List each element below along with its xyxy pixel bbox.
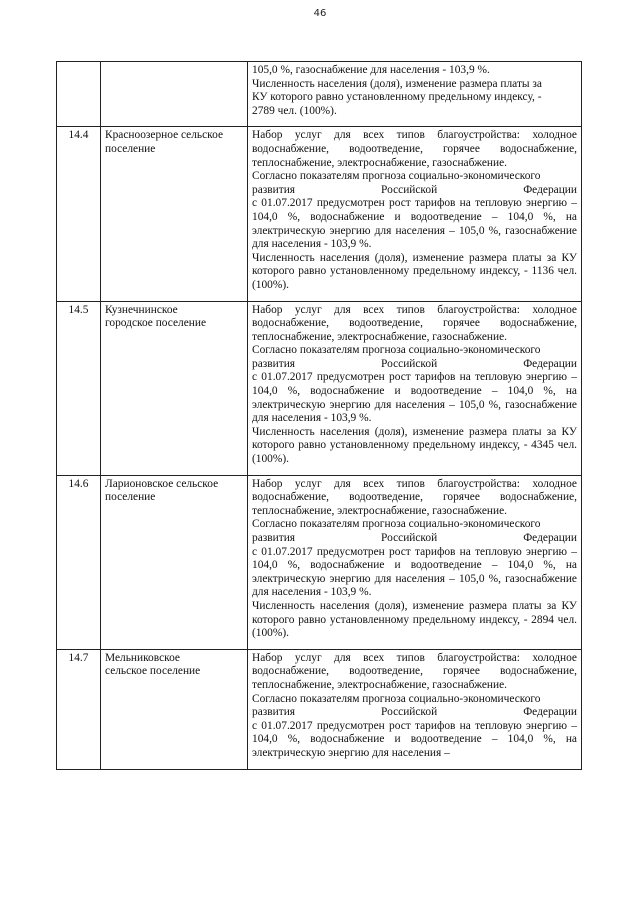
forecast-dev-line — [252, 184, 577, 198]
continuation-line: 2789 чел. (100%). — [252, 104, 337, 117]
row-number-cell — [57, 62, 101, 127]
dev-word: Федерации — [523, 183, 577, 196]
settlement-name — [101, 475, 248, 649]
description-cell — [248, 62, 582, 127]
table-row — [57, 301, 582, 475]
settlement-name — [101, 301, 248, 475]
forecast-dev-line — [252, 706, 577, 720]
settlement-name-line: сельское поселение — [105, 665, 201, 678]
population-text: Численность населения (доля), изменение размера платы за КУ которого равно установленному предельному индексу, - 1136 чел. (100%). — [252, 251, 577, 291]
settlement-name-line: Мельниковское — [105, 651, 180, 664]
services-text: Набор услуг для всех типов благоустройства: холодное водоснабжение, водоотведение, горячее водоснабжение, теплоснабжение, электроснабжение, газоснабжение. — [252, 129, 577, 169]
row-number: 14.7 — [57, 649, 101, 769]
table-row — [57, 127, 582, 301]
forecast-intro: Согласно показателям прогноза социально-экономического — [252, 692, 541, 705]
services-text: Набор услуг для всех типов благоустройства: холодное водоснабжение, водоотведение, горячее водоснабжение, теплоснабжение, электроснабжение, газоснабжение. — [252, 651, 577, 691]
population-text: Численность населения (доля), изменение размера платы за КУ которого равно установленному предельному индексу, - 4345 чел. (100%). — [252, 425, 577, 466]
forecast-dev-line — [252, 532, 577, 546]
population-text: Численность населения (доля), изменение размера платы за КУ которого равно установленному предельному индексу, - 2894 чел. (100%). — [252, 599, 577, 640]
services-text: Набор услуг для всех типов благоустройства: холодное водоснабжение, водоотведение, горячее водоснабжение, теплоснабжение, электроснабжение, газоснабжение. — [252, 477, 577, 517]
settlement-name-line: Кузнечнинское — [105, 303, 178, 316]
description — [248, 475, 582, 649]
continuation-line: 105,0 %, газоснабжение для населения - 103,9 %. — [252, 64, 490, 76]
row-number: 14.6 — [57, 475, 101, 649]
settlement-name-line: поселение — [105, 142, 156, 155]
table-row — [57, 649, 582, 769]
dev-word: развития — [252, 357, 296, 370]
dev-word: Российской — [381, 706, 438, 719]
settlement-name — [101, 649, 248, 769]
forecast-dev-line — [252, 358, 577, 372]
table-row — [57, 475, 582, 649]
dev-word: Федерации — [523, 532, 577, 544]
continuation-line: КУ которого равно установленному предельному индексу, - — [252, 91, 542, 104]
dev-word: Российской — [381, 532, 438, 544]
tariffs-text: с 01.07.2017 предусмотрен рост тарифов на тепловую энергию – 104,0 %, водоснабжение и водоотведение – 104,0 %, на электрическую энергию для населения – 105,0 %, газоснабжение для населения - 103,9 %. — [252, 545, 577, 599]
services-text: Набор услуг для всех типов благоустройства: холодное водоснабжение, водоотведение, горячее водоснабжение, теплоснабжение, электроснабжение, газоснабжение. — [252, 303, 577, 343]
description — [248, 649, 582, 769]
description — [248, 301, 582, 475]
tariffs-text: с 01.07.2017 предусмотрен рост тарифов на тепловую энергию – 104,0 %, водоснабжение и водоотведение – 104,0 %, на электрическую энергию для населения – 105,0 %, газоснабжение для населения - 103,9 %. — [252, 371, 577, 425]
settlement-name-line: Ларионовское сельское — [105, 477, 219, 490]
description — [248, 127, 582, 301]
forecast-intro: Согласно показателям прогноза социально-экономического — [252, 344, 541, 357]
settlement-name-line: городское поселение — [105, 317, 207, 330]
tariffs-text: с 01.07.2017 предусмотрен рост тарифов на тепловую энергию – 104,0 %, водоснабжение и водоотведение – 104,0 %, на электрическую энергию для населения – — [252, 719, 577, 759]
dev-word: Российской — [381, 183, 438, 196]
tariffs-text: с 01.07.2017 предусмотрен рост тарифов на тепловую энергию – 104,0 %, водоснабжение и водоотведение – 104,0 %, на электрическую энергию для населения – 105,0 %, газоснабжение для населения - 103,9 %. — [252, 197, 577, 251]
settlement-name-cell — [101, 62, 248, 127]
dev-word: развития — [252, 532, 296, 544]
table-row-continuation — [57, 62, 582, 127]
settlement-name-line: поселение — [105, 491, 156, 504]
row-number: 14.4 — [57, 127, 101, 301]
settlement-name — [101, 127, 248, 301]
dev-word: Федерации — [523, 706, 577, 719]
page-number: 46 — [313, 8, 327, 19]
dev-word: развития — [252, 706, 296, 719]
settlement-name-line: Красноозерное сельское — [105, 129, 224, 142]
forecast-intro: Согласно показателям прогноза социально-экономического — [252, 170, 541, 183]
forecast-intro: Согласно показателям прогноза социально-экономического — [252, 518, 541, 531]
dev-word: Федерации — [523, 357, 577, 370]
settlements-table — [56, 61, 582, 770]
dev-word: Российской — [381, 357, 438, 370]
row-number: 14.5 — [57, 301, 101, 475]
continuation-line: Численность населения (доля), изменение размера платы за — [252, 77, 542, 90]
dev-word: развития — [252, 183, 296, 196]
